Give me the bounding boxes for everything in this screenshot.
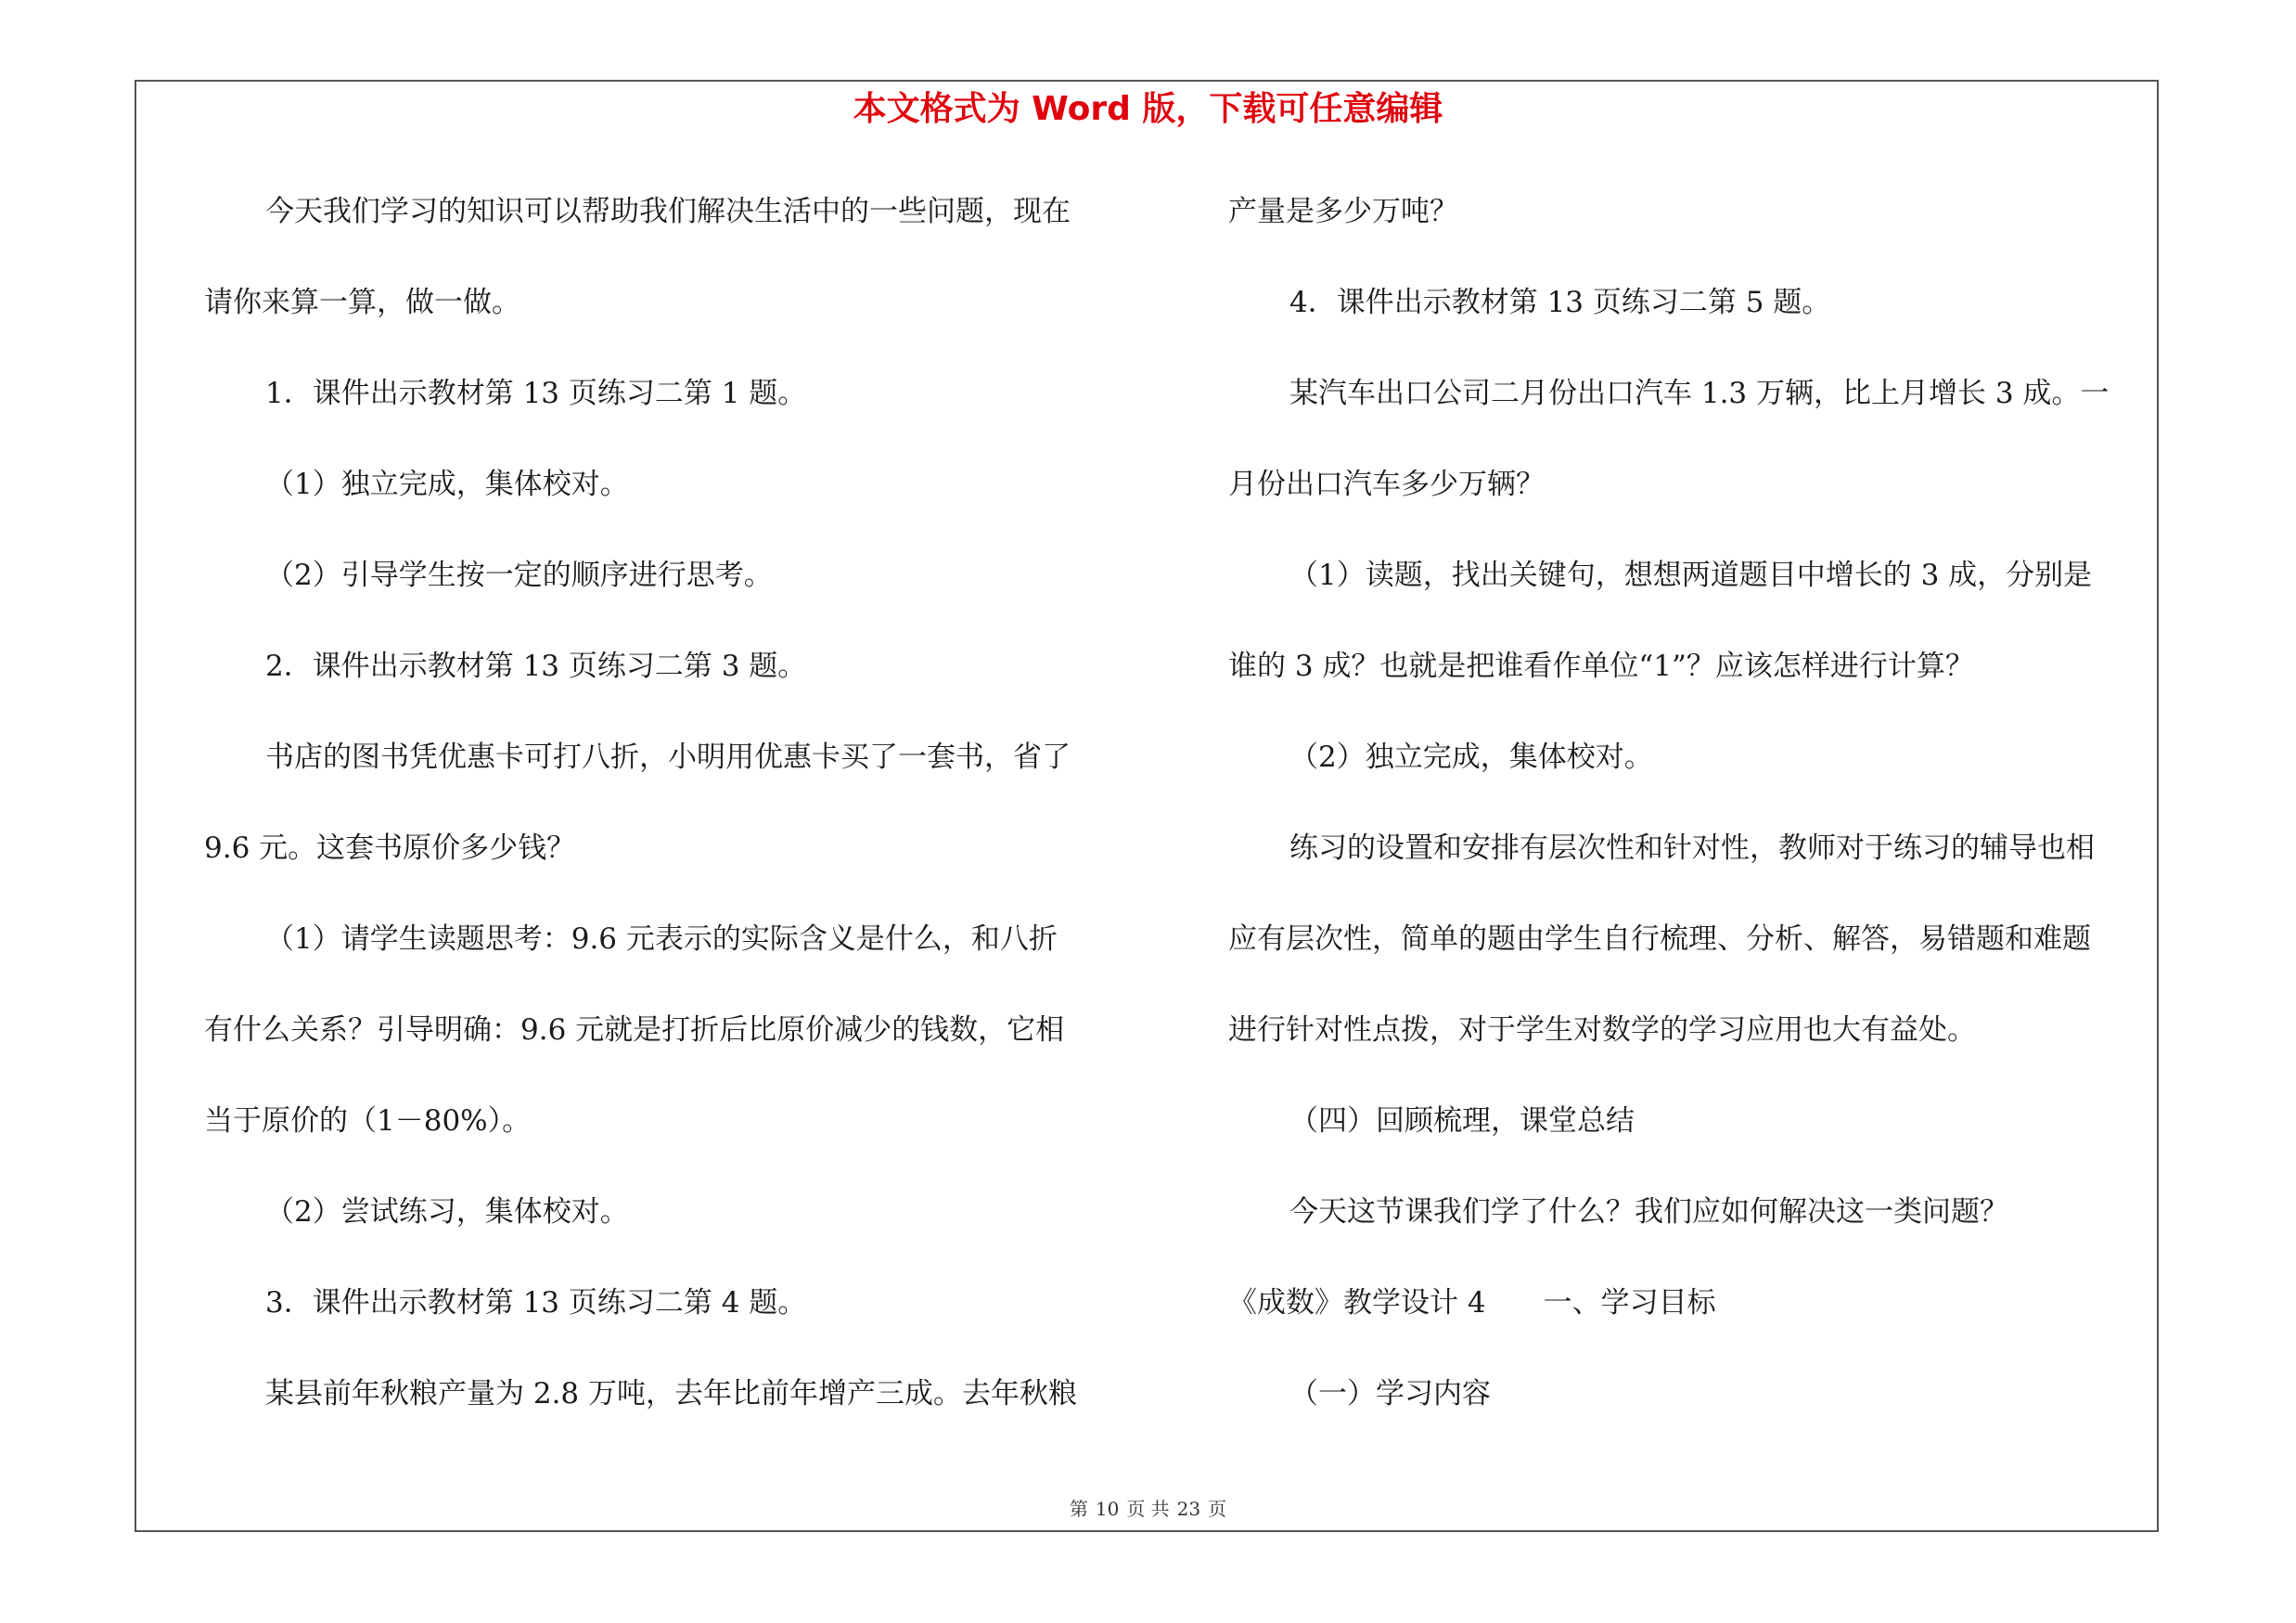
paragraph-line: 2．课件出示教材第 13 页练习二第 3 题。: [265, 650, 807, 683]
paragraph-line: 进行针对性点拨，对于学生对数学的学习应用也大有益处。: [1228, 1013, 1976, 1047]
footer-prefix: 第: [1069, 1498, 1088, 1520]
paragraph-line: 3．课件出示教材第 13 页练习二第 4 题。: [265, 1286, 807, 1320]
paragraph-line: 月份出口汽车多少万辆？: [1228, 468, 1545, 501]
paragraph-line: （四）回顾梳理，课堂总结: [1289, 1104, 1635, 1138]
paragraph-line: （一）学习内容: [1289, 1377, 1491, 1410]
paragraph-line: 谁的 3 成？也就是把谁看作单位“1”？应该怎样进行计算？: [1228, 650, 1974, 683]
paragraph-line: 请你来算一算，做一做。: [204, 286, 520, 319]
paragraph-line: 今天我们学习的知识可以帮助我们解决生活中的一些问题，现在: [265, 195, 1071, 228]
paragraph-line: 9.6 元。这套书原价多少钱？: [204, 831, 576, 865]
paragraph-line: 书店的图书凭优惠卡可打八折，小明用优惠卡买了一套书，省了: [265, 741, 1071, 774]
paragraph-line: （1）读题，找出关键句，想想两道题目中增长的 3 成，分别是: [1289, 559, 2093, 592]
paragraph-line: 今天这节课我们学了什么？我们应如何解决这一类问题？: [1289, 1195, 2008, 1229]
paragraph-line: 1．课件出示教材第 13 页练习二第 1 题。: [265, 377, 807, 410]
footer-middle: 页 共: [1126, 1498, 1170, 1520]
paragraph-line: （2）尝试练习，集体校对。: [265, 1195, 629, 1229]
document-header-title: 本文格式为 Word 版，下载可任意编辑: [853, 90, 1443, 128]
paragraph-line: 某县前年秋粮产量为 2.8 万吨，去年比前年增产三成。去年秋粮: [265, 1377, 1078, 1410]
total-page-count: 23: [1176, 1498, 1201, 1520]
paragraph-line: 有什么关系？引导明确：9.6 元就是打折后比原价减少的钱数，它相: [204, 1013, 1065, 1047]
current-page-number: 10: [1095, 1498, 1120, 1520]
paragraph-line: （2）独立完成，集体校对。: [1289, 741, 1653, 774]
paragraph-line: 练习的设置和安排有层次性和针对性，教师对于练习的辅导也相: [1289, 831, 2095, 865]
left-text-column: [204, 184, 1132, 1457]
paragraph-line: 《成数》教学设计 4 一、学习目标: [1228, 1286, 1716, 1320]
paragraph-line: （1）独立完成，集体校对。: [265, 468, 629, 501]
paragraph-line: 应有层次性，简单的题由学生自行梳理、分析、解答，易错题和难题: [1228, 922, 2091, 956]
paragraph-line: 4．课件出示教材第 13 页练习二第 5 题。: [1289, 286, 1831, 319]
right-text-column: [1228, 184, 2156, 1457]
paragraph-line: 当于原价的（1－80%）。: [204, 1104, 532, 1138]
paragraph-line: 某汽车出口公司二月份出口汽车 1.3 万辆，比上月增长 3 成。一: [1289, 377, 2110, 410]
paragraph-line: （1）请学生读题思考：9.6 元表示的实际含义是什么，和八折: [265, 922, 1058, 956]
footer-suffix: 页: [1208, 1498, 1227, 1520]
page-number-footer: [0, 1494, 2296, 1521]
paragraph-line: （2）引导学生按一定的顺序进行思考。: [265, 559, 773, 592]
paragraph-line: 产量是多少万吨？: [1228, 195, 1458, 228]
